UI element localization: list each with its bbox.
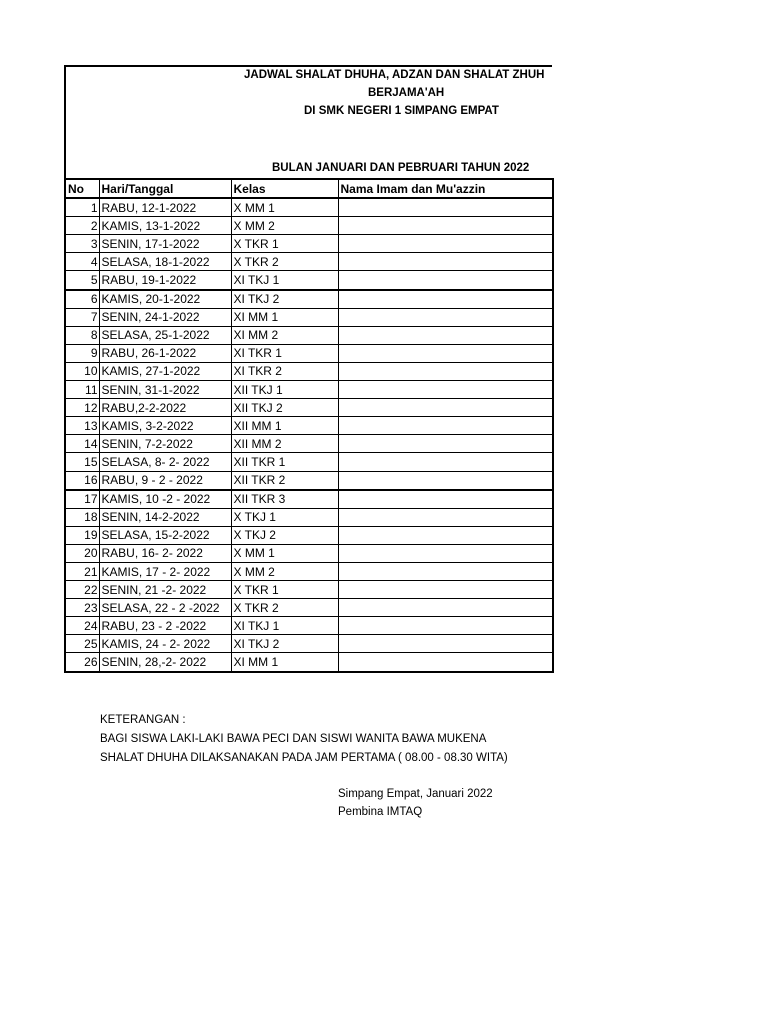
table-row xyxy=(65,508,553,526)
table-row xyxy=(65,290,553,309)
row-imam xyxy=(338,617,553,635)
table-row xyxy=(65,344,553,362)
row-number: 17 xyxy=(65,490,99,509)
table-row xyxy=(65,217,553,235)
row-kelas: XI TKJ 2 xyxy=(231,635,338,653)
row-imam xyxy=(338,562,553,580)
row-date: SENIN, 31-1-2022 xyxy=(99,381,231,399)
row-number: 10 xyxy=(65,362,99,380)
row-kelas: X TKJ 1 xyxy=(231,508,338,526)
row-number: 2 xyxy=(65,217,99,235)
row-kelas: XII TKR 1 xyxy=(231,453,338,471)
title-line-1: JADWAL SHALAT DHUHA, ADZAN DAN SHALAT ZHUH xyxy=(244,69,545,81)
table-row xyxy=(65,599,553,617)
row-date: SELASA, 25-1-2022 xyxy=(99,326,231,344)
row-number: 19 xyxy=(65,526,99,544)
row-kelas: XII TKJ 2 xyxy=(231,399,338,417)
row-date: KAMIS, 24 - 2- 2022 xyxy=(99,635,231,653)
row-date: SELASA, 8- 2- 2022 xyxy=(99,453,231,471)
notes-line-1: BAGI SISWA LAKI-LAKI BAWA PECI DAN SISWI WANITA BAWA MUKENA xyxy=(100,733,487,745)
row-number: 26 xyxy=(65,653,99,672)
row-imam xyxy=(338,453,553,471)
row-number: 9 xyxy=(65,344,99,362)
row-number: 5 xyxy=(65,271,99,290)
row-date: SENIN, 21 -2- 2022 xyxy=(99,581,231,599)
row-imam xyxy=(338,526,553,544)
table-header-row xyxy=(65,179,553,198)
row-kelas: XI MM 2 xyxy=(231,326,338,344)
row-imam xyxy=(338,271,553,290)
row-date: SENIN, 28,-2- 2022 xyxy=(99,653,231,672)
table-row xyxy=(65,435,553,453)
header-left-border xyxy=(64,65,66,179)
row-imam xyxy=(338,581,553,599)
row-number: 15 xyxy=(65,453,99,471)
row-kelas: XI TKR 2 xyxy=(231,362,338,380)
title-line-2: BERJAMA'AH xyxy=(368,87,445,99)
table-row xyxy=(65,526,553,544)
table-row xyxy=(65,544,553,562)
row-kelas: XII MM 1 xyxy=(231,417,338,435)
row-date: RABU, 16- 2- 2022 xyxy=(99,544,231,562)
table-row xyxy=(65,253,553,271)
row-number: 25 xyxy=(65,635,99,653)
row-number: 1 xyxy=(65,198,99,217)
row-date: SENIN, 24-1-2022 xyxy=(99,308,231,326)
row-kelas: XI MM 1 xyxy=(231,308,338,326)
row-number: 8 xyxy=(65,326,99,344)
row-kelas: X MM 2 xyxy=(231,562,338,580)
table-row xyxy=(65,235,553,253)
row-kelas: XI TKR 1 xyxy=(231,344,338,362)
row-date: KAMIS, 20-1-2022 xyxy=(99,290,231,309)
row-kelas: XII TKR 2 xyxy=(231,471,338,490)
table-row xyxy=(65,471,553,490)
table-row xyxy=(65,453,553,471)
row-date: RABU,2-2-2022 xyxy=(99,399,231,417)
table-row xyxy=(65,362,553,380)
row-kelas: XI TKJ 1 xyxy=(231,271,338,290)
row-date: SENIN, 14-2-2022 xyxy=(99,508,231,526)
row-kelas: X MM 1 xyxy=(231,198,338,217)
schedule-table xyxy=(64,178,554,673)
row-date: KAMIS, 13-1-2022 xyxy=(99,217,231,235)
row-imam xyxy=(338,653,553,672)
row-number: 7 xyxy=(65,308,99,326)
row-date: SELASA, 18-1-2022 xyxy=(99,253,231,271)
schedule-rows xyxy=(65,198,553,671)
row-kelas: XII TKR 3 xyxy=(231,490,338,509)
row-date: RABU, 9 - 2 - 2022 xyxy=(99,471,231,490)
row-imam xyxy=(338,344,553,362)
row-imam xyxy=(338,471,553,490)
row-kelas: XII MM 2 xyxy=(231,435,338,453)
title-line-3: DI SMK NEGERI 1 SIMPANG EMPAT xyxy=(304,105,499,117)
row-kelas: X TKR 2 xyxy=(231,253,338,271)
row-imam xyxy=(338,635,553,653)
row-number: 22 xyxy=(65,581,99,599)
row-date: RABU, 12-1-2022 xyxy=(99,198,231,217)
table-row xyxy=(65,635,553,653)
table-row xyxy=(65,617,553,635)
row-imam xyxy=(338,490,553,509)
row-number: 3 xyxy=(65,235,99,253)
row-imam xyxy=(338,362,553,380)
row-imam xyxy=(338,290,553,309)
row-date: SELASA, 15-2-2022 xyxy=(99,526,231,544)
signature-place-date: Simpang Empat, Januari 2022 xyxy=(338,788,493,800)
row-number: 24 xyxy=(65,617,99,635)
row-date: KAMIS, 27-1-2022 xyxy=(99,362,231,380)
row-kelas: X TKR 2 xyxy=(231,599,338,617)
table-row xyxy=(65,271,553,290)
row-kelas: XI MM 1 xyxy=(231,653,338,672)
table-row xyxy=(65,198,553,217)
row-number: 18 xyxy=(65,508,99,526)
period-line: BULAN JANUARI DAN PEBRUARI TAHUN 2022 xyxy=(272,162,530,174)
row-number: 20 xyxy=(65,544,99,562)
notes-label: KETERANGAN : xyxy=(100,714,186,726)
row-number: 4 xyxy=(65,253,99,271)
row-date: KAMIS, 3-2-2022 xyxy=(99,417,231,435)
row-date: KAMIS, 17 - 2- 2022 xyxy=(99,562,231,580)
row-kelas: X MM 1 xyxy=(231,544,338,562)
row-imam xyxy=(338,253,553,271)
row-kelas: XII TKJ 1 xyxy=(231,381,338,399)
row-imam xyxy=(338,326,553,344)
column-header-kelas: Kelas xyxy=(231,179,338,198)
row-imam xyxy=(338,381,553,399)
row-date: SELASA, 22 - 2 -2022 xyxy=(99,599,231,617)
row-kelas: X TKR 1 xyxy=(231,581,338,599)
row-imam xyxy=(338,308,553,326)
table-row xyxy=(65,308,553,326)
notes-line-2: SHALAT DHUHA DILAKSANAKAN PADA JAM PERTAMA ( 08.00 - 08.30 WITA) xyxy=(100,752,508,764)
table-row xyxy=(65,581,553,599)
row-imam xyxy=(338,417,553,435)
row-date: RABU, 26-1-2022 xyxy=(99,344,231,362)
row-number: 14 xyxy=(65,435,99,453)
row-date: RABU, 19-1-2022 xyxy=(99,271,231,290)
row-kelas: X TKJ 2 xyxy=(231,526,338,544)
row-imam xyxy=(338,435,553,453)
row-number: 23 xyxy=(65,599,99,617)
table-row xyxy=(65,399,553,417)
row-date: SENIN, 17-1-2022 xyxy=(99,235,231,253)
row-date: KAMIS, 10 -2 - 2022 xyxy=(99,490,231,509)
row-imam xyxy=(338,599,553,617)
table-row xyxy=(65,381,553,399)
row-kelas: X MM 2 xyxy=(231,217,338,235)
row-imam xyxy=(338,217,553,235)
row-date: SENIN, 7-2-2022 xyxy=(99,435,231,453)
row-number: 12 xyxy=(65,399,99,417)
row-number: 16 xyxy=(65,471,99,490)
header-top-border xyxy=(64,65,552,67)
table-row xyxy=(65,653,553,672)
row-number: 13 xyxy=(65,417,99,435)
table-row xyxy=(65,490,553,509)
column-header-no: No xyxy=(65,179,99,198)
row-imam xyxy=(338,399,553,417)
row-number: 21 xyxy=(65,562,99,580)
row-imam xyxy=(338,198,553,217)
column-header-date: Hari/Tanggal xyxy=(99,179,231,198)
row-imam xyxy=(338,235,553,253)
row-kelas: X TKR 1 xyxy=(231,235,338,253)
column-header-imam: Nama Imam dan Mu'azzin xyxy=(338,179,553,198)
table-row xyxy=(65,562,553,580)
table-row xyxy=(65,326,553,344)
row-number: 6 xyxy=(65,290,99,309)
row-kelas: XI TKJ 1 xyxy=(231,617,338,635)
row-date: RABU, 23 - 2 -2022 xyxy=(99,617,231,635)
row-imam xyxy=(338,508,553,526)
signature-role: Pembina IMTAQ xyxy=(338,806,423,818)
row-imam xyxy=(338,544,553,562)
row-kelas: XI TKJ 2 xyxy=(231,290,338,309)
table-row xyxy=(65,417,553,435)
row-number: 11 xyxy=(65,381,99,399)
